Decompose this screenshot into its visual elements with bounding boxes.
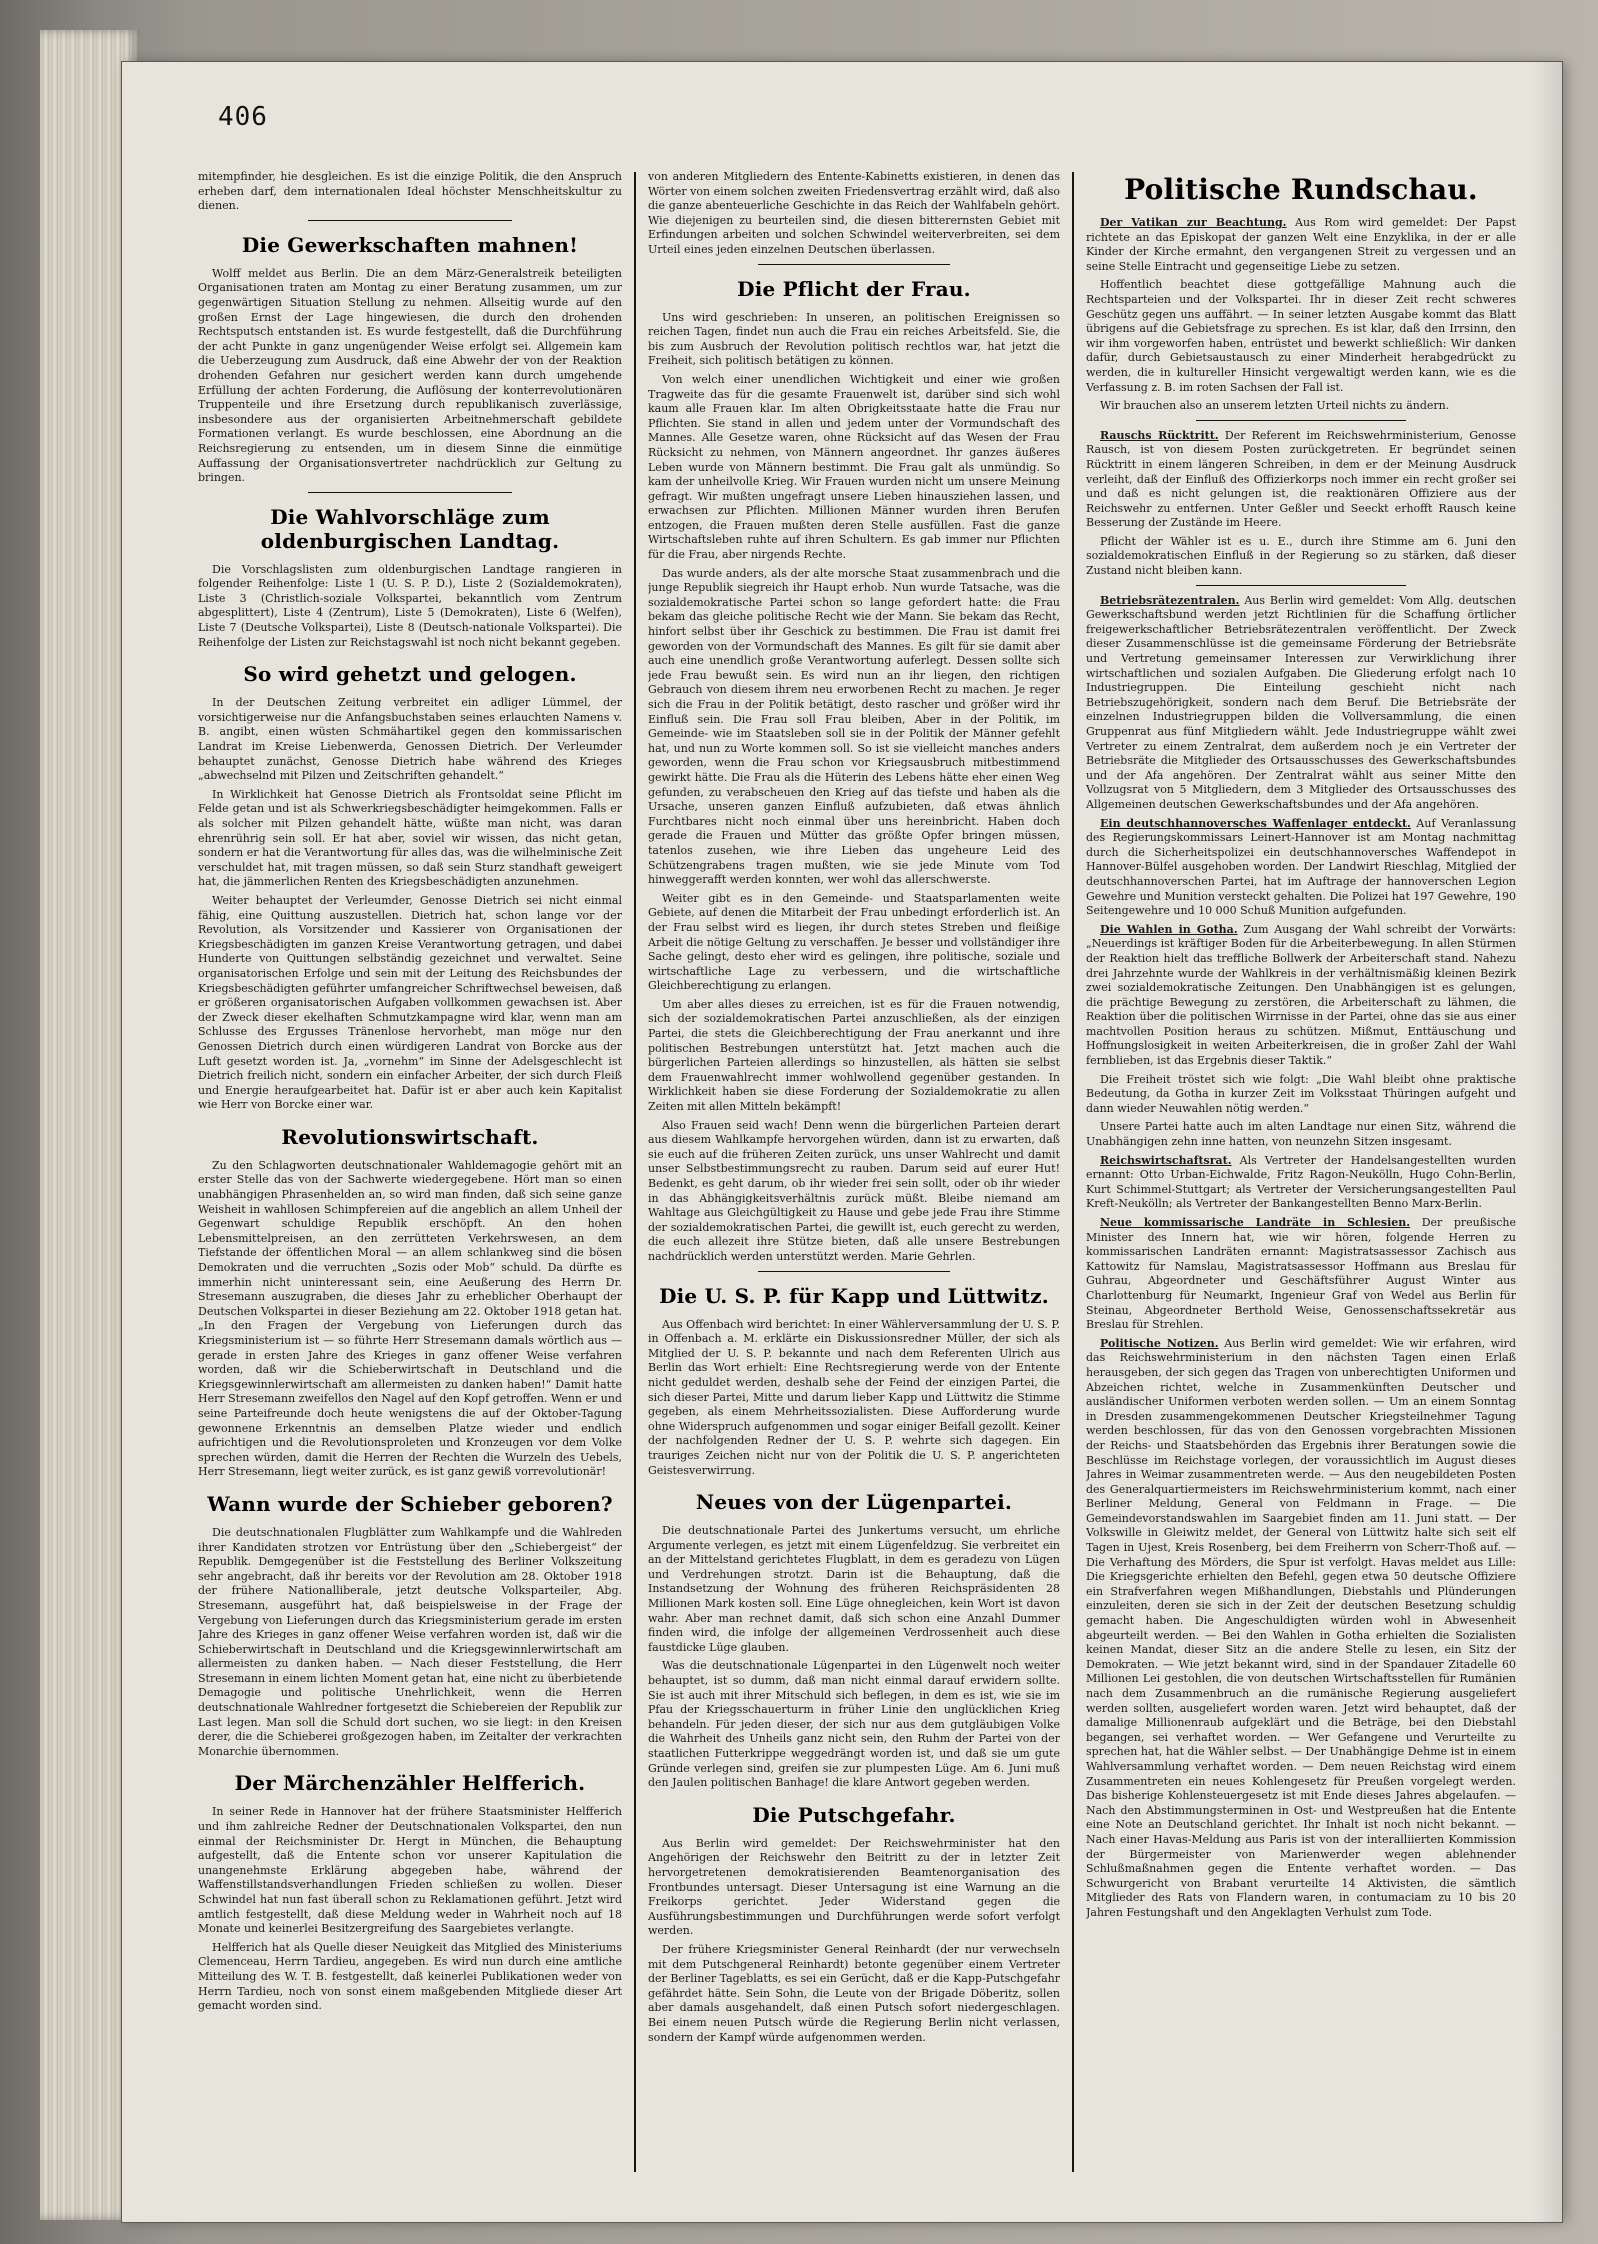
article-paragraph: Weiter gibt es in den Gemeinde- und Staatsparlamenten weite Gebiete, auf denen die Mitarbeit der Frau unbedingt erforderlich ist. An der Frau selbst wird es liegen, ihr durch stetes Streben und fleißige Arbeit die nötige Geltung zu verschaffen. Je besser und vollständiger ihre Sache gelingt, desto eher wird es gelingen, ihre politische, soziale und wirtschaftliche Lage zu verbessern, und die wirtschaftliche Gleichberechtigung zu erlangen.	[648, 891, 1060, 993]
article-paragraph: Uns wird geschrieben: In unseren, an politischen Ereignissen so reichen Tagen, findet nun auch die Frau ein reiches Arbeitsfeld. Sie, die bis zum Ausbruch der Revolution politisch rechtlos war, hat jetzt die Freiheit, sich politisch betätigen zu können.	[648, 310, 1060, 368]
headline-revolutionswirtschaft: Revolutionswirtschaft.	[281, 1124, 539, 1149]
article-paragraph: Also Frauen seid wach! Denn wenn die bürgerlichen Parteien derart aus diesem Wahlkampfe hervorgehen würden, dann ist zu erwarten, daß sie euch auf die früheren Zeiten zurück, uns unser Wahlrecht und damit unser Selbstbestimmungsrecht zu rauben. Darum seid auf eurer Hut! Bedenkt, es geht darum, ob ihr wieder frei sein sollt, oder ob ihr wieder in das Abhängigkeitsverhältnis zurück müßt. Bleibe niemand am Wahltage aus Gleichgültigkeit zu Hause und gebe jede Frau ihre Stimme der sozialdemokratischen Partei, die gewillt ist, euch gerecht zu werden, die euch allezeit ihre Stütze bieten, daß alle unsere Bestrebungen nachdrücklich werden unterstützt werden. Marie Gehrlen.	[648, 1118, 1060, 1263]
article-paragraph: Um aber alles dieses zu erreichen, ist es für die Frauen notwendig, sich der sozialdemokratischen Partei anzuschließen, als der einzigen Partei, die stets die Gleichberechtigung der Frau anerkannt und ihre politischen Bestrebungen unterstützt hat. Jetzt machen auch die bürgerlichen Parteien allerdings so hinzustellen, als hätten sie selbst dem Frauenwahlrecht immer wohlwollend gegenüber gestanden. In Wirklichkeit haben sie diese Forderung der Sozialdemokratie zu allen Zeiten mit allen Mitteln bekämpft!	[648, 997, 1060, 1114]
headline-wahlvorschlaege: Die Wahlvorschläge zum oldenburgischen Landtag.	[260, 504, 560, 553]
notice-text: Pflicht der Wähler ist es u. E., durch ihre Stimme am 6. Juni den sozialdemokratischen Einfluß in der Regierung so zu stärken, daß dieser Zustand nicht bleiben kann.	[1086, 534, 1516, 578]
article-paragraph: Wolff meldet aus Berlin. Die an dem März-Generalstreik beteiligten Organisationen traten am Montag zu einer Beratung zusammen, um zur gegenwärtigen Situation Stellung zu nehmen. Allseitig wurde auf den großen Ernst der Lage hingewiesen, die durch den drohenden Rechtsputsch entstanden ist. Es wurde festgestellt, daß die Durchführung der acht Punkte in ganz ungenügender Weise erfolgt sei. Allgemein kam die Ueberzeugung zum Ausdruck, daß eine Abwehr der von der Reaktion drohenden Gefahren nur gesichert werden kann durch umgehende Erfüllung der achten Forderung, die Auflösung der konterrevolutionären Truppenteile und ihre Ersetzung durch republikanisch zuverlässige, insbesondere aus der organisierten Arbeitnehmerschaft gebildete Formationen verlangt. Es wurde beschlossen, eine Abordnung an die Reichsregierung zu entsenden, um in diesem Sinne die einmütige Auffassung der Organisationsvertreter nachdrücklich zur Geltung zu bringen.	[198, 266, 622, 485]
column-rule-right	[1072, 172, 1074, 2172]
headline-putschgefahr: Die Putschgefahr.	[752, 1802, 956, 1827]
runin-heading: Rauschs Rücktritt.	[1100, 428, 1219, 442]
separator	[758, 264, 950, 265]
notice-text: Der preußische Minister des Innern hat, wie wir hören, folgende Herren zu kommissarischen Landräten ernannt: Magistratsassessor Zachisch aus Kattowitz für Namslau, Magistratsassessor Hoffmann aus Breslau für Guhrau, Abgeordneter und Geschäftsführer August Winter aus Charlottenburg für Neumarkt, Ingenieur Graf von Wedel aus Berlin für Steinau, Abgeordneter Berthold Weise, Genossenschaftssekretär aus Breslau für Strehlen.	[1086, 1216, 1516, 1332]
article-paragraph: Der frühere Kriegsminister General Reinhardt (der nur verwechseln mit dem Putschgeneral Reinhardt) betonte gegenüber einem Vertreter der Berliner Tageblatts, es sei ein Gerücht, daß er die Kapp-Putschgefahr gefährdet hätte. Sein Sohn, die Leute von der Brigade Döberitz, sollen aber damals ausgehandelt, daß einen Putsch sofort niedergeschlagen. Bei einem neuen Putsch würde die Regierung Berlin nicht verlassen, sondern der Kampf würde aufgenommen werden.	[648, 1942, 1060, 2044]
runin-heading: Der Vatikan zur Beachtung.	[1100, 216, 1287, 229]
newspaper-page	[122, 62, 1562, 2222]
runin-heading: Neue kommissarische Landräte in Schlesien.	[1100, 1216, 1411, 1229]
notice-text: Der Referent im Reichswehrministerium, Genosse Rausch, ist von diesem Posten zurückgetreten. Er begründet seinen Rücktritt in einem längeren Schreiben, in dem er der Meinung Ausdruck verleiht, daß der Einfluß des Offizierkorps noch immer ein recht großer sei und daß es nicht gelungen ist, die reaktionären Offiziere aus der Reichswehr zu entfernen. Unter Geßler und Seeckt erhofft Rausch keine Besserung der Zustände im Heere.	[1086, 428, 1516, 530]
article-paragraph: Was die deutschnationale Lügenpartei in den Lügenwelt noch weiter behauptet, ist so dumm, daß man nicht einmal darauf erwidern sollte. Sie ist auch mit ihrer Mitschuld sich beflegen, in dem es ist, wie sie im Pfau der Kriegsschauerturm in früher Linie den unglücklichen Krieg behandeln. Für jeden dieser, der sich nur aus dem gutgläubigen Volke die Wahrheit des Unheils ganz nicht sein, den Ruhm der Partei von der staatlichen Futterkrippe weggedrängt worden ist, und daß sie um gute Gründe verlegen sind, greifen sie zur plumpesten Lüge. Am 6. Juni muß den Jaulen politischen Banhage! die klare Antwort gegeben werden.	[648, 1659, 1060, 1790]
separator	[308, 492, 512, 493]
article-paragraph: In der Deutschen Zeitung verbreitet ein adliger Lümmel, der vorsichtigerweise nur die Anfangsbuchstaben seines erlauchten Namens v. B. angibt, einen wüsten Schmähartikel gegen den kommissarischen Landrat im Kreise Liebenwerda, Genossen Dietrich. Der Verleumder behauptet zunächst, Genosse Dietrich habe während des Krieges „abwechselnd mit Pilzen und Zeitschriften gehandelt.“	[198, 696, 622, 783]
notice-text: Die Freiheit tröstet sich wie folgt: „Die Wahl bleibt ohne praktische Bedeutung, da Gotha in kurzer Zeit im Volksstaat Thüringen aufgeht und dann wieder Neuwahlen nötig werden.“	[1086, 1072, 1516, 1115]
notice-text: Wir brauchen also an unserem letzten Urteil nichts zu ändern.	[1100, 399, 1450, 413]
article-paragraph: Weiter behauptet der Verleumder, Genosse Dietrich sei nicht einmal fähig, eine Quittung auszustellen. Dietrich hat, schon lange vor der Revolution, als Vorsitzender und Kassierer von Organisationen der Kriegsbeschädigten im ganzen Kreise Verantwortung getragen, und dabei Hunderte von Quittungen selbständig gezeichnet und verwaltet. Seine organisatorischen Erfolge und sein mit der Leitung des Reichsbundes der Kriegsbeschädigten geführter umfangreicher Schriftwechsel beweisen, daß er größeren organisatorischen Aufgaben vollkommen gewachsen ist. Aber der Zweck dieser ekelhaften Schmutzkampagne wird klar, wenn man am Schlusse des Ergusses Tränenlose hervorhebt, man möge nur den Genossen Dietrich durch einen würdigeren Landrat von Borcke aus der Luft gesetzt worden ist. Ja, „vornehm“ im Sinne der Adelsgeschlecht ist Dietrich freilich nicht, sondern ein einfacher Arbeiter, der sich durch Fleiß und Energie heraufgearbeitet hat. Dafür ist er aber auch kein Kapitalist wie Herr von Borcke einer war.	[198, 893, 622, 1112]
separator	[308, 220, 512, 221]
section-title-politische-rundschau: Politische Rundschau.	[1124, 173, 1478, 206]
column-2	[648, 170, 1060, 2049]
article-paragraph: In Wirklichkeit hat Genosse Dietrich als Frontsoldat seine Pflicht im Felde getan und ist als Schwerkriegsbeschädigter heimgekommen. Falls er als solcher mit Pilzen gehandelt hätte, wüßte man nicht, was daran ehrenrührig sein soll. Er hat aber, soviel wir wissen, das nicht getan, sondern er hat die Verantwortung für alles das, was die wilhelminische Zeit verschuldet hat, mit tragen müssen, so daß sein Sturz standhaft geweigert hat, die jämmerlichen Renten des Kriegsbeschädigten anzunehmen.	[198, 787, 622, 889]
separator	[1196, 420, 1406, 421]
article-paragraph: Das wurde anders, als der alte morsche Staat zusammenbrach und die junge Republik siegreich ihr Haupt erhob. Nun wurde Tatsache, was die sozialdemokratische Partei schon so lange gefordert hatte: die Frau bekam das gleiche politische Recht wie der Mann. Sie bekam das Recht, hinfort selbst über ihr Geschick zu bestimmen. Die Frau ist damit frei geworden von der Vormundschaft des Mannes. Es gilt für sie damit aber auch eine unendlich große Verantwortung auferlegt. Dessen sollte sich jede Frau bewußt sein. Es wird nun an ihr liegen, den richtigen Gebrauch von diesem ihrem neu erworbenen Recht zu machen. Je reger sich die Frau in der Politik betätigt, desto rascher und größer wird ihr Einfluß sein. Die Frau soll Frau bleiben, Aber in der Politik, im Gemeinde- wie im Staatsleben soll sie in der Politik der Männer gefehlt hat, und nun zu Worte kommen soll. So ist sie vielleicht manches anders geworden, wenn die Frau schon vor Kriegsausbruch mitbestimmend gewirkt hätte. Die Frau als die Hüterin des Lebens hätte eher einen Weg gefunden, zu verabscheuen den Krieg auf das tiefste und haben als die Ursache, unseren ganzen Einfluß aufzubieten, daß etwas ähnlich Furchtbares nicht noch einmal über uns hereinbricht. Haben doch gerade die Frauen und Mütter das größte Opfer bringen müssen, tatenlos zusehen, wie ihre Lieben das ungeheure Leid des Schützengrabens tragen mußten, wie sie jede Minute vom Tod hinweggerafft werden konnten, wer wohl das allerschwerste.	[648, 566, 1060, 887]
column-2-intro: von anderen Mitgliedern des Entente-Kabinetts existieren, in denen das Wörter von einem solchen zweiten Friedensvertrag erzählt wird, daß also die ganze abenteuerliche Geschichte in das Reich der Wahlfabeln gehört. Wie diejenigen zu beurteilen sind, die diesen bitterernsten Gebiet mit Erfindungen arbeiten und solchen Schwindel weiterverbreiten, sei dem Urteil eines jeden einzelnen Deutschen überlassen.	[648, 170, 1060, 256]
headline-usp-kapp: Die U. S. P. für Kapp und Lüttwitz.	[659, 1283, 1049, 1308]
article-paragraph: In seiner Rede in Hannover hat der frühere Staatsminister Helfferich und ihm zahlreiche Redner der Deutschnationalen Volkspartei, den nun einmal der Reichsminister Dr. Hergt in München, die Behauptung aufgestellt, daß die Entente schon vor unserer Kapitulation die unangenehmste Erklärung abgegeben habe, während der Waffenstillstandsverhandlungen Frieden schließen zu wollen. Dieser Schwindel hat nun fast überall schon zu Reklamationen geführt. Jetzt wird amtlich festgestellt, daß diese Meldung weder in Wahrheit noch auf 18 Monate und keinerlei Besitzergreifung des Saargebietes verlangte.	[198, 1805, 622, 1936]
column-rule-left	[634, 172, 636, 2172]
article-paragraph: Die deutschnationalen Flugblätter zum Wahlkampfe und die Wahlreden ihrer Kandidaten strotzen vor Entrüstung über den „Schiebergeist“ der Republik. Demgegenüber ist die Feststellung des Berliner Volkszeitung sehr angebracht, daß ihr bereits vor der Revolution am 28. Oktober 1918 der frühere Nationalliberale, jetzt deutsche Volksparteiler, Abg. Stresemann, ausgeführt hat, daß beispielsweise in der Frage der Vergebung von Lieferungen durch das Kriegsministerium gerade im ersten Jahre des Krieges in ganz offener Weise verfahren worden ist, daß wir die Schieberwirtschaft in Deutschland und die Kriegsgewinnlerwirtschaft am allermeisten zu danken haben. — Nach dieser Feststellung, die Herr Stresemann in einem lichten Moment getan hat, eine nicht zu überbietende Demagogie und politische Unehrlichkeit, wenn die Herren deutschnationale Wahlredner fortgesetzt die Schiebereien der Republik zur Last legen. Man soll die Schuld dort suchen, wo sie liegt: in den Kreisen derer, die die Schieberei großgezogen haben, im Zeitalter der verkrachten Monarchie übernommen.	[198, 1525, 622, 1758]
notice-text: Aus Rom wird gemeldet: Der Papst richtete an das Episkopat der ganzen Welt eine Enzyklika, in der er alle Kinder der Kirche ermahnt, den vergangenen Streit zu vergessen und an seine Stelle Eintracht und gegenseitige Liebe zu setzen.	[1086, 216, 1516, 273]
headline-schieber: Wann wurde der Schieber geboren?	[207, 1491, 613, 1516]
article-paragraph: Aus Berlin wird gemeldet: Der Reichswehrminister hat den Angehörigen der Reichswehr den Beitritt zu der in letzter Zeit hervorgetretenen demokratisierenden Beamtenorganisation des Frontbundes untersagt. Dieser Untersagung ist eine Warnung an die Freikorps gerichtet. Jeder Widerstand gegen die Ausführungsbestimmungen und Durchführungen werde sofort verfolgt werden.	[648, 1836, 1060, 1938]
article-paragraph: Von welch einer unendlichen Wichtigkeit und einer wie großen Tragweite das für die gesamte Frauenwelt ist, darüber sind sich wohl kaum alle Frauen klar. Im alten Obrigkeitsstaate hatte die Frau nur Pflichten. Sie stand in allen und jedem unter der Vormundschaft des Mannes. Alle Gesetze waren, ohne Rücksicht auf das Wesen der Frau Rücksicht zu nehmen, von Männern angeordnet. Ihr ganzes äußeres Leben wurde von Männern bestimmt. Die Frau galt als unmündig. So kam der unheilvolle Krieg. Wir Frauen wurden nicht um unsere Meinung gefragt. Wir mußten ungefragt unsere Lieben hinausziehen lassen, und erwachsen zur Pflichten. Millionen Männer wurden ihren Berufen entzogen, die Frauen mußten deren Stelle ausfüllen. Fast die ganze Wirtschaftsleben ruhte auf ihren Schultern. Es gab immer nur Pflichten für die Frau, aber nirgends Rechte.	[648, 372, 1060, 562]
runin-heading: Politische Notizen.	[1100, 1336, 1219, 1350]
article-paragraph: Helfferich hat als Quelle dieser Neuigkeit das Mitglied des Ministeriums Clemenceau, Herrn Tardieu, angegeben. Es wird nun durch eine amtliche Mitteilung des W. T. B. festgestellt, daß keinerlei Publikationen weder von Herrn Tardieu, noch von sonst einem maßgebenden Mitgliede dieser Art gemacht worden sind.	[198, 1940, 622, 2013]
headline-helfferich: Der Märchenzähler Helfferich.	[234, 1771, 586, 1796]
separator	[1196, 585, 1406, 586]
page-edge-shadow	[1532, 62, 1562, 2222]
runin-heading: Ein deutschhannoversches Waffenlager entdeckt.	[1100, 816, 1411, 830]
article-paragraph: Die Vorschlagslisten zum oldenburgischen Landtage rangieren in folgender Reihenfolge: Liste 1 (U. S. P. D.), Liste 2 (Sozialdemokraten), Liste 3 (Christlich-soziale Volkspartei, bekanntlich vom Zentrum abgesplittert), Liste 4 (Zentrum), Liste 5 (Demokraten), Liste 6 (Welfen), Liste 7 (Deutsche Volkspartei), Liste 8 (Deutsch-nationale Volkspartei). Die Reihenfolge der Listen zur Reichstagswahl ist noch nicht bekannt gegeben.	[198, 562, 622, 649]
column-1-intro: mitempfinder, hie desgleichen. Es ist die einzige Politik, die den Anspruch erheben darf, dem internationalen Ideal höchster Menschheitskultur zu dienen.	[198, 170, 622, 213]
column-1	[198, 170, 622, 2018]
runin-heading: Die Wahlen in Gotha.	[1100, 922, 1238, 936]
separator	[758, 1271, 950, 1272]
runin-heading: Reichswirtschaftsrat.	[1100, 1153, 1232, 1167]
runin-heading: Betriebsrätezentralen.	[1100, 593, 1240, 607]
headline-gewerkschaften: Die Gewerkschaften mahnen!	[241, 232, 579, 257]
headline-pflicht-der-frau: Die Pflicht der Frau.	[737, 276, 971, 301]
article-paragraph: Aus Offenbach wird berichtet: In einer Wählerversammlung der U. S. P. in Offenbach a. M. erklärte ein Diskussionsredner Müller, der sich als Mitglied der U. S. P. bekannte und nach dem Referenten Ulrich aus Berlin das Wort erhielt: Eine Rechtsregierung werde von der Entente nicht geduldet werden, deshalb sehe der Feind der einzigen Partei, die sich dieser Partei, Mitte und darum lieber Kapp und Lüttwitz die Stimme gegeben, als einem Mehrheitssozialisten. Diese Aufforderung wurde ohne Widerspruch aufgenommen und sogar einiger Beifall gezollt. Keiner der nachfolgenden Redner der U. S. P. wehrte sich dagegen. Ein trauriges Zeichen nicht nur von der Politik die U. S. P. angerichteten Geistesverwirrung.	[648, 1317, 1060, 1477]
notice-text: Als Vertreter der Handelsangestellten wurden ernannt: Otto Urban-Eichwalde, Fritz Ragon-Neukölln, Hugo Cohn-Berlin, Kurt Schimmel-Stuttgart; als Vertreter der Versicherungsangestellten Paul Kreft-Neukölln; als Vertreter der Bankangestellten Benno Marx-Berlin.	[1086, 1153, 1516, 1211]
notice-text: Auf Veranlassung des Regierungskommissars Leinert-Hannover ist am Montag nachmittag durch die Sicherheitspolizei ein deutschhannoversches Waffendepot in Hannover-Bülfel ausgehoben worden. Der Landwirt Rieschlag, Mitglied der deutschhannoverschen Partei, hat im Auftrage der hannoverschen Legion Gewehre und Munition versteckt gehalten. Die Polizei hat 197 Gewehre, 190 Seitengewehre und 10 000 Schuß Munition aufgefunden.	[1086, 816, 1516, 918]
article-paragraph: Zu den Schlagworten deutschnationaler Wahldemagogie gehört mit an erster Stelle das von der Sachwerte wiedergegebene. Hört man so einen unabhängigen Phrasenhelden an, so wird man finden, daß sich seine ganze Weisheit in wahllosen Schimpfereien auf die angeblich an allem Unheil der Gegenwart schuldige Republik erschöpft. An den hohen Lebensmittelpreisen, an den zerrütteten Verkehrswesen, an dem Tiefstande der öffentlichen Moral — an allem schlankweg sind die bösen Demokraten und die verruchten „Sozis oder Mob“ schuld. Da dürfte es immerhin nicht uninteressant sein, eine Aeußerung des Herrn Dr. Stresemann auszugraben, die dieses Jahr zu erheblicher Oberhaupt der Deutschen Volkspartei in dieser Beziehung am 22. Oktober 1918 getan hat. „In den Fragen der Vergebung von Lieferungen durch das Kriegsministerium ist — so führte Herr Stresemann damals wörtlich aus — gerade in ersten Jahre des Krieges in ganz offener Weise verfahren worden, daß wir die Schieberwirtschaft in Deutschland und die Kriegsgewinnlerwirtschaft am allermeisten zu danken haben!“ Damit hatte Herr Stresemann zweifellos den Nagel auf den Kopf getroffen. Wenn er und seine Parteifreunde doch heute wenigstens die auf der Oktober-Tagung gewonnene Erkenntnis an demselben Platze wieder und endlich aufrichtigen und die Revolutionsproleten und Kronzeugen vor dem Volke sprechen würden, damit die Herren der Rechten die Wurzeln des Uebels, Herr Stresemann, liegt weiter zurück, es ist ganz gewiß vorrevolutionär!	[198, 1158, 622, 1479]
headline-gehetzt-gelogen: So wird gehetzt und gelogen.	[243, 662, 577, 687]
notice-text: Hoffentlich beachtet diese gottgefällige Mahnung auch die Rechtsparteien und der Volkspartei. Ihr in dieser Zeit recht schweres Geschütz gegen uns auffährt. — In seiner letzten Ausgabe kommt das Blatt übrigens auf die Gebietsfrage zu sprechen. Es ist klar, daß den Irrsinn, den wir ihm vorgeworfen haben, entrüstet und bewerkt schließlich: Wir danken dafür, durch Gebietsaustausch zu einer Minderheit herabgedrückt zu werden, die in kultureller Hinsicht vergewaltigt werden kann, wie es die Verfassung z. B. im roten Sachsen der Fall ist.	[1086, 278, 1516, 394]
notice-text: Unsere Partei hatte auch im alten Landtage nur einen Sitz, während die Unabhängigen zehn inne hatten, von neunzehn Sitzen insgesamt.	[1086, 1120, 1516, 1149]
column-3	[1086, 170, 1516, 1925]
notice-text: Aus Berlin wird gemeldet: Wie wir erfahren, wird das Reichswehrministerium in den nächsten Tagen einen Erlaß herausgeben, der sich gegen das Tragen von unberechtigten Uniformen und Abzeichen richtet, welche in Zusammenkünften Deutscher und ausländischer Uniformen verboten werden sollen. — Um an einem Sonntag in Dresden zusammengekommenen Deutscher Kriegsteilnehmer Tagung werden beschlossen, für das von den Genossen vorgebrachten Missionen der Reichs- und Staatsbehörden das Ergebnis ihrer Beratungen sowie die Beschlüsse im Reichstage vorlegen, der voraussichtlich im August dieses Jahres in Weimar zusammentreten werde. — Aus den neugebildeten Posten des Generalquartiermeisters im Reichswehrministerium kommt, nach einer Berliner Meldung, General von Feldmann in Frage. — Die Gemeindevorstandswahlen im Saargebiet finden am 11. Juni statt. — Der Volkswille in Gleiwitz meldet, der General von Lüttwitz halte sich seit elf Tagen in Ujest, Kreis Rosenberg, bei dem Freiherrn von Scherr-Thoß auf. — Die Verhaftung des Mörders, die Spur ist verfolgt. Havas meldet aus Lille: Die Kriegsgerichte erhielten den Befehl, gegen etwa 50 deutsche Offiziere ein Strafverfahren wegen Mißhandlungen, Diebstahls und Plünderungen einzuleiten, deren sie sich in der Zeit der deutschen Besetzung schuldig gemacht haben. Die Angeschuldigten würden wohl in Abwesenheit abgeurteilt werden. — Bei den Wahlen in Gotha erhielten die Sozialisten keinen Mandat, dieser Sitz an die andere Stelle zu lesen, ein Sitz der Demokraten. — Wie jetzt bekannt wird, sind in der Spandauer Zitadelle 60 Millionen Lei gestohlen, die von deutschen Wirtschaftsstellen für Rumänien nach dem Zusammenbruch an die rumänische Regierung ausgeliefert werden sollten, ausgeliefert worden waren. Jetzt wird behauptet, daß der damalige Millionenraub aufgeklärt und die Beträge, bei den Diebstahl begangen, sei verhaftet worden. — Wer Gefangene und Verurteilte zu sprechen hat, hat die Wähler selbst. — Der Unabhängige Dehme ist in einem Wahlversammlung verhaftet worden. — Dem neuen Reichstag wird einem Zusammentreten ein neues Kohlengesetz für Preußen vorgelegt werden. Das bisherige Kohlensteuergesetz ist mit Ende dieses Jahres abgelaufen. — Nach den Abstimmungsterminen in Ost- und Westpreußen hat die Entente eine Note an Deutschland gerichtet. Ihr Inhalt ist noch nicht bekannt. — Nach einer Havas-Meldung aus Paris ist von der interalliierten Kommission der Bürgermeister von Marienwerder wegen ablehnender Schlußmaßnahmen gegen die Entente verhaftet worden. — Das Schwurgericht von Brabant verurteilte 14 Aktivisten, die sämtlich Mitglieder des Rats von Flandern waren, in contumaciam zu 10 bis 20 Jahren Festungshaft und den Angeklagten Verhulst zum Tode.	[1086, 1336, 1516, 1919]
headline-luegenpartei: Neues von der Lügenpartei.	[695, 1490, 1013, 1515]
page-number: 406	[218, 102, 268, 132]
notice-text: Zum Ausgang der Wahl schreibt der Vorwärts: „Neuerdings ist kräftiger Boden für die Arbeiterbewegung. In allen Stürmen der Reaktion hielt das treffliche Bollwerk der Arbeiterschaft stand. Nahezu drei Jahrzehnte wurde der Wahlkreis in der verhältnismäßig kleinen Bezirk zwei sozialdemokratische Zeitungen. Den Unabhängigen ist es gelungen, die prächtige Bewegung zu zerstören, die Arbeiterschaft zu lähmen, die Reaktion über die politischen Wirrnisse in der Partei, ohne das sie aus einer machtvollen Position heraus zu schützen. Mißmut, Enttäuschung und Hoffnungslosigkeit in weiten Arbeiterkreisen, die in großer Zahl der Wahl fernblieben, ist das Ergebnis dieser Taktik.“	[1086, 922, 1516, 1068]
article-paragraph: Die deutschnationale Partei des Junkertums versucht, um ehrliche Argumente verlegen, es jetzt mit einem Lügenfeldzug. Sie verbreitet ein an der Mittelstand gerichtetes Flugblatt, in dem es geradezu von Lügen und Verdrehungen strotzt. Darin ist die Behauptung, daß die Instandsetzung der Wohnung des früheren Reichspräsidenten 28 Millionen Mark kosten soll. Eine Lüge ohnegleichen, kein Wort ist davon wahr. Aber man rechnet damit, daß sich schon eine Anzahl Dummer finden wird, die infolge der allgemeinen Verdrossenheit auch diese faustdicke Lüge glauben.	[648, 1524, 1060, 1654]
notice-text: Aus Berlin wird gemeldet: Vom Allg. deutschen Gewerkschaftsbund werden jetzt Richtlinien für die Schaffung örtlicher freigewerkschaftlicher Betriebsrätezentralen veröffentlicht. Der Zweck dieser Zusammenschlüsse ist die gemeinsame Förderung der Betriebsräte und Vertretung gemeinsamer Interessen zur Verwirklichung ihrer wirtschaftlichen und sozialen Aufgaben. Die Gliederung erfolgt nach 10 Industriegruppen. Die Einteilung geschieht nicht nach Betriebszugehörigkeit, sondern nach dem Beruf. Die Betriebsräte der einzelnen Industriegruppen bilden die Vollversammlung, die einen Gruppenrat aus fünf Mitgliedern wählt. Jede Industriegruppe wählt zwei Vertreter zu einem Zentralrat, dem außerdem noch je ein Vertreter der Betriebsräte die Mitglieder des Ortsausschusses des Gewerkschaftsbundes und der Afa angehören. Der Zentralrat wählt aus seiner Mitte den Vollzugsrat von 5 Mitgliedern, dem 3 Mitglieder des Ortsausschusses des Allgemeinen deutschen Gewerkschaftsbundes und der Afa angehören.	[1086, 593, 1516, 811]
